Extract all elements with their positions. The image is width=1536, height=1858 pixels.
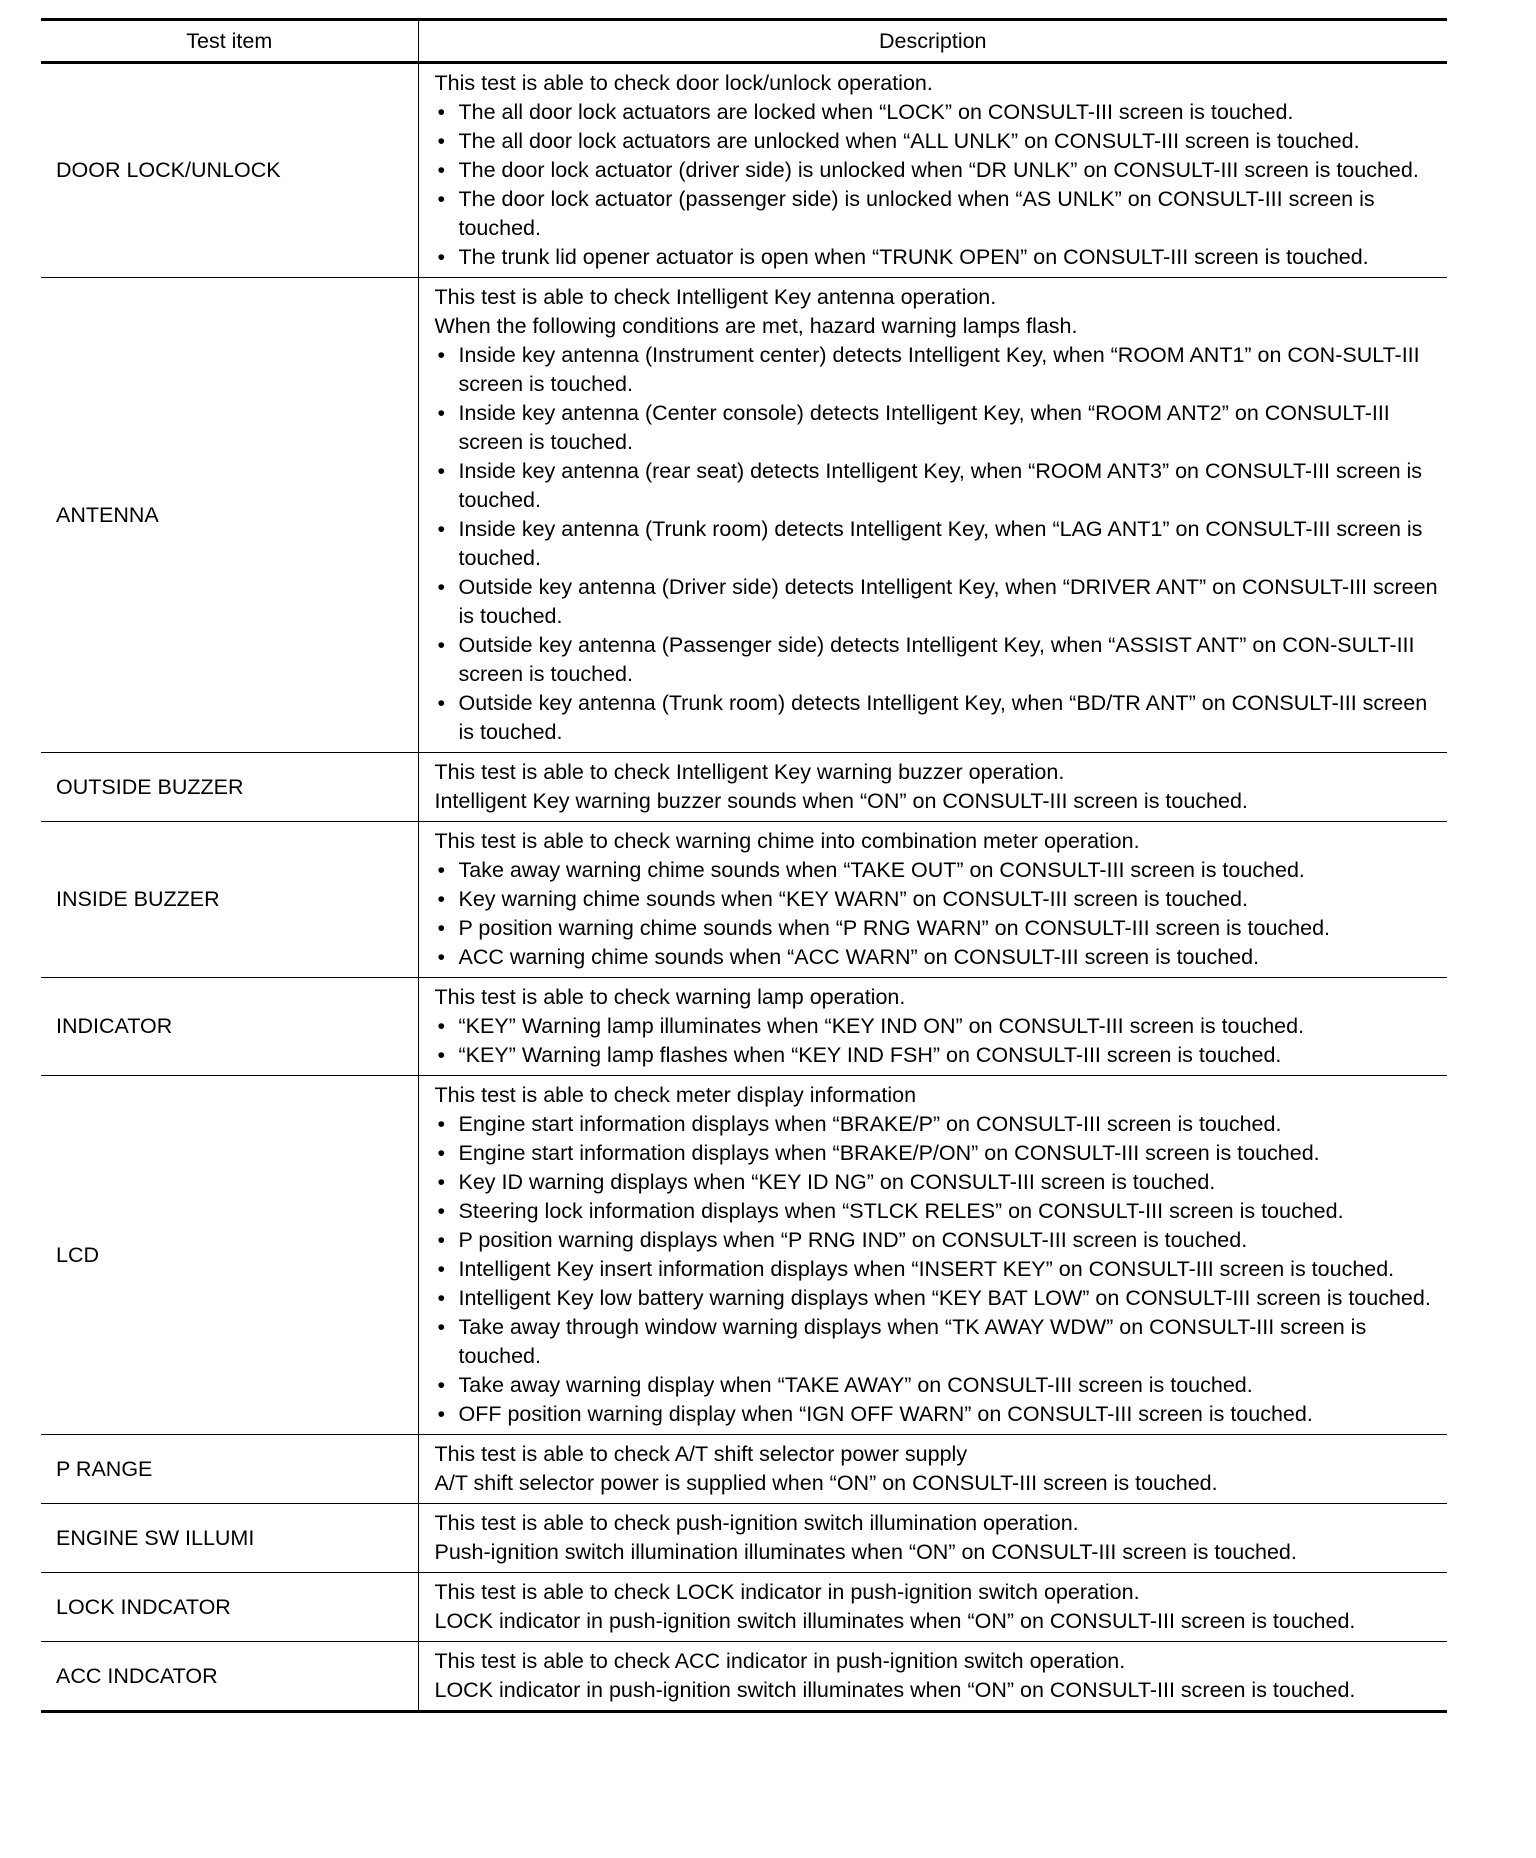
description-cell <box>418 278 1447 753</box>
test-item-cell: ANTENNA <box>41 278 418 753</box>
description-bullet: • Take away through window warning displays when “TK AWAY WDW” on CONSULT-III screen is touched. <box>435 1313 1444 1371</box>
test-item-cell: ENGINE SW ILLUMI <box>41 1504 418 1573</box>
description-cell <box>418 753 1447 822</box>
description-bullet: • “KEY” Warning lamp flashes when “KEY IND FSH” on CONSULT-III screen is touched. <box>435 1041 1444 1070</box>
description-line: This test is able to check push-ignition switch illumination operation. <box>434 1511 1079 1535</box>
description-line: Push-ignition switch illumination illuminates when “ON” on CONSULT-III screen is touched. <box>434 1540 1297 1564</box>
description-cell <box>418 978 1447 1076</box>
table-row <box>41 753 1447 822</box>
description-line: This test is able to check warning lamp operation. <box>434 985 906 1009</box>
description-bullet: • “KEY” Warning lamp illuminates when “KEY IND ON” on CONSULT-III screen is touched. <box>435 1012 1444 1041</box>
description-bullet: • The all door lock actuators are locked when “LOCK” on CONSULT-III screen is touched. <box>435 98 1444 127</box>
description-line: A/T shift selector power is supplied when “ON” on CONSULT-III screen is touched. <box>434 1471 1218 1495</box>
test-item-cell: DOOR LOCK/UNLOCK <box>41 63 418 278</box>
description-bullet: • P position warning chime sounds when “P RNG WARN” on CONSULT-III screen is touched. <box>435 914 1444 943</box>
table-row <box>41 1076 1447 1435</box>
description-cell <box>418 1573 1447 1642</box>
test-item-cell: ACC INDCATOR <box>41 1642 418 1712</box>
test-item-cell: P RANGE <box>41 1435 418 1504</box>
description-line: This test is able to check ACC indicator in push-ignition switch operation. <box>434 1649 1126 1673</box>
description-bullet: • The door lock actuator (passenger side) is unlocked when “AS UNLK” on CONSULT-III screen is touched. <box>435 185 1444 243</box>
description-line: This test is able to check meter display information <box>434 1083 917 1107</box>
test-item-table <box>41 18 1447 1713</box>
description-line: This test is able to check Intelligent Key antenna operation. <box>434 285 997 309</box>
header-row <box>41 20 1447 63</box>
description-bullet: • Take away warning display when “TAKE AWAY” on CONSULT-III screen is touched. <box>435 1371 1444 1400</box>
description-bullet: • OFF position warning display when “IGN OFF WARN” on CONSULT-III screen is touched. <box>435 1400 1444 1429</box>
description-line: This test is able to check LOCK indicator in push-ignition switch operation. <box>434 1580 1140 1604</box>
description-bullet: • Inside key antenna (Trunk room) detects Intelligent Key, when “LAG ANT1” on CONSULT-III screen is touched. <box>435 515 1444 573</box>
description-bullet: • Intelligent Key low battery warning displays when “KEY BAT LOW” on CONSULT-III screen is touched. <box>435 1284 1444 1313</box>
description-cell <box>418 1076 1447 1435</box>
description-bullet: • Inside key antenna (Instrument center) detects Intelligent Key, when “ROOM ANT1” on CON-SULT-III screen is touched. <box>435 341 1444 399</box>
table-body <box>41 63 1447 1712</box>
table-row <box>41 1504 1447 1573</box>
description-cell <box>418 822 1447 978</box>
description-cell <box>418 1435 1447 1504</box>
description-line: When the following conditions are met, hazard warning lamps flash. <box>434 314 1078 338</box>
table-row <box>41 278 1447 753</box>
description-line: This test is able to check Intelligent Key warning buzzer operation. <box>434 760 1065 784</box>
test-item-cell: INSIDE BUZZER <box>41 822 418 978</box>
header-test-item: Test item <box>41 20 418 63</box>
description-bullet: • The door lock actuator (driver side) is unlocked when “DR UNLK” on CONSULT-III screen is touched. <box>435 156 1444 185</box>
description-line: LOCK indicator in push-ignition switch illuminates when “ON” on CONSULT-III screen is touched. <box>434 1609 1356 1633</box>
description-bullet-list <box>435 341 1444 747</box>
header-description: Description <box>418 20 1447 63</box>
table-row <box>41 822 1447 978</box>
description-bullet: • Engine start information displays when “BRAKE/P” on CONSULT-III screen is touched. <box>435 1110 1444 1139</box>
description-bullet: • Engine start information displays when “BRAKE/P/ON” on CONSULT-III screen is touched. <box>435 1139 1444 1168</box>
table-row <box>41 63 1447 278</box>
description-bullet: • Inside key antenna (rear seat) detects Intelligent Key, when “ROOM ANT3” on CONSULT-III screen is touched. <box>435 457 1444 515</box>
description-bullet: • Key ID warning displays when “KEY ID NG” on CONSULT-III screen is touched. <box>435 1168 1444 1197</box>
description-bullet-list <box>435 1110 1444 1429</box>
description-bullet: • Intelligent Key insert information displays when “INSERT KEY” on CONSULT-III screen is touched. <box>435 1255 1444 1284</box>
description-bullet: • The trunk lid opener actuator is open when “TRUNK OPEN” on CONSULT-III screen is touched. <box>435 243 1444 272</box>
test-item-cell: LCD <box>41 1076 418 1435</box>
description-bullet: • The all door lock actuators are unlocked when “ALL UNLK” on CONSULT-III screen is touched. <box>435 127 1444 156</box>
description-line: This test is able to check warning chime into combination meter operation. <box>434 829 1140 853</box>
description-bullet: • ACC warning chime sounds when “ACC WARN” on CONSULT-III screen is touched. <box>435 943 1444 972</box>
description-bullet: • Key warning chime sounds when “KEY WARN” on CONSULT-III screen is touched. <box>435 885 1444 914</box>
description-bullet-list <box>435 856 1444 972</box>
description-cell <box>418 1504 1447 1573</box>
table-row <box>41 1642 1447 1712</box>
description-bullet: • Steering lock information displays when “STLCK RELES” on CONSULT-III screen is touched. <box>435 1197 1444 1226</box>
description-line: This test is able to check door lock/unlock operation. <box>434 71 933 95</box>
table-row <box>41 1573 1447 1642</box>
description-cell <box>418 63 1447 278</box>
test-item-cell: LOCK INDCATOR <box>41 1573 418 1642</box>
description-bullet-list <box>435 98 1444 272</box>
description-line: LOCK indicator in push-ignition switch illuminates when “ON” on CONSULT-III screen is touched. <box>434 1678 1356 1702</box>
description-bullet: • Outside key antenna (Passenger side) detects Intelligent Key, when “ASSIST ANT” on CON-SULT-III screen is touched. <box>435 631 1444 689</box>
description-bullet: • P position warning displays when “P RNG IND” on CONSULT-III screen is touched. <box>435 1226 1444 1255</box>
test-item-cell: INDICATOR <box>41 978 418 1076</box>
description-line: Intelligent Key warning buzzer sounds when “ON” on CONSULT-III screen is touched. <box>434 789 1248 813</box>
description-bullet: • Take away warning chime sounds when “TAKE OUT” on CONSULT-III screen is touched. <box>435 856 1444 885</box>
table-row <box>41 978 1447 1076</box>
description-bullet: • Outside key antenna (Driver side) detects Intelligent Key, when “DRIVER ANT” on CONSULT-III screen is touched. <box>435 573 1444 631</box>
table-row <box>41 1435 1447 1504</box>
description-line: This test is able to check A/T shift selector power supply <box>434 1442 968 1466</box>
description-cell <box>418 1642 1447 1712</box>
description-bullet: • Outside key antenna (Trunk room) detects Intelligent Key, when “BD/TR ANT” on CONSULT-III screen is touched. <box>435 689 1444 747</box>
description-bullet-list <box>435 1012 1444 1070</box>
test-item-cell: OUTSIDE BUZZER <box>41 753 418 822</box>
description-bullet: • Inside key antenna (Center console) detects Intelligent Key, when “ROOM ANT2” on CONSULT-III screen is touched. <box>435 399 1444 457</box>
